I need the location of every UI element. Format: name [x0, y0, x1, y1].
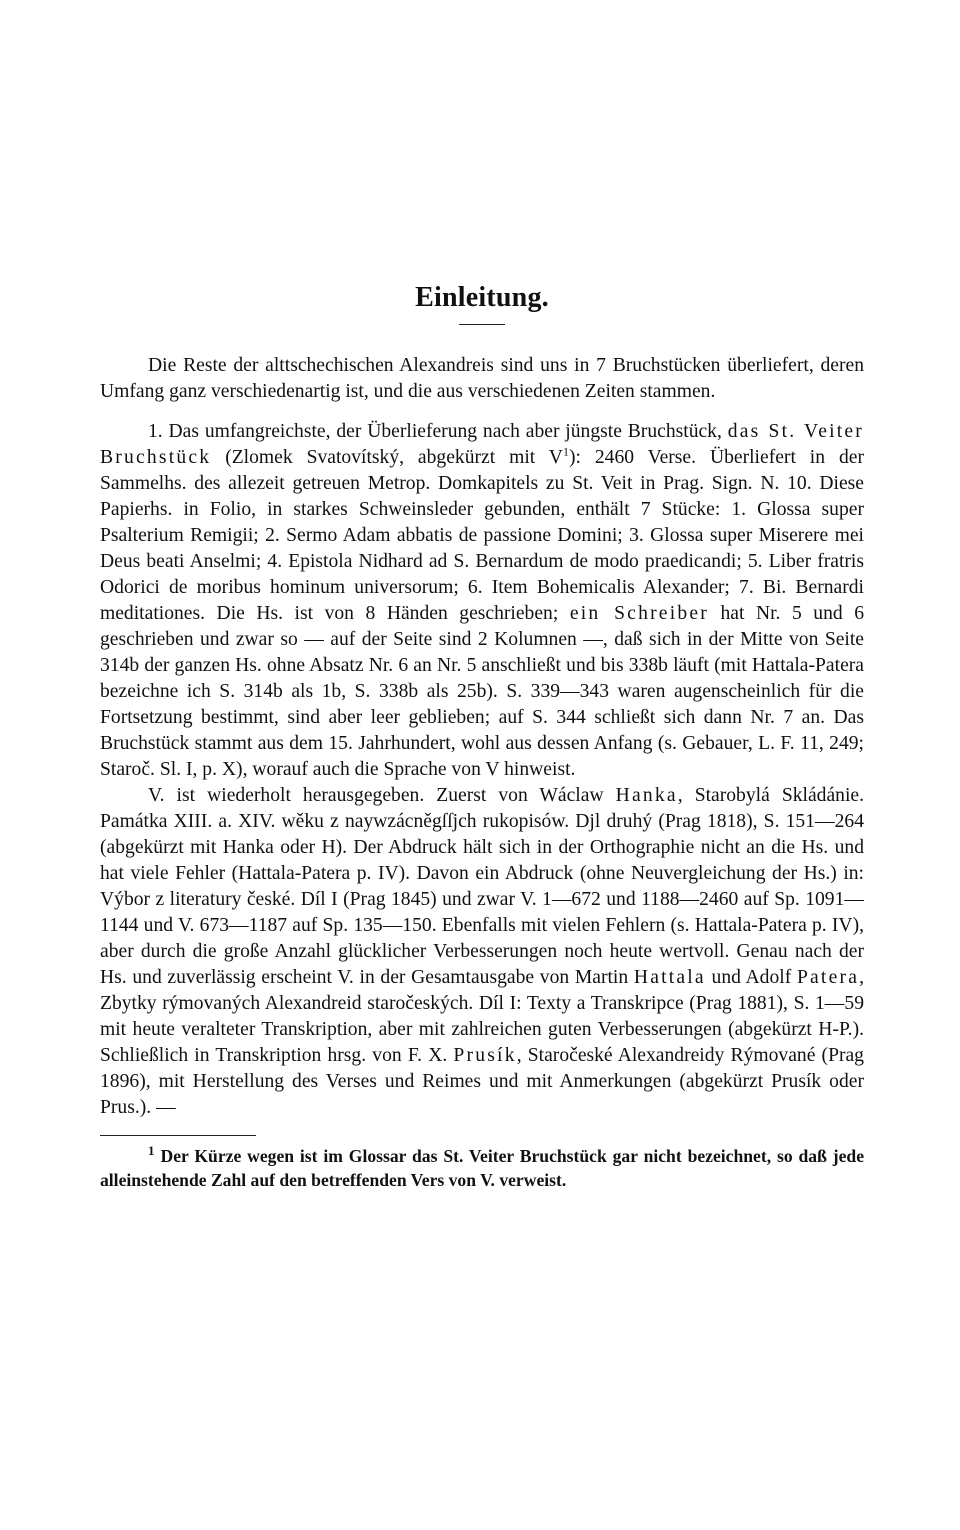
footnote-divider [100, 1135, 256, 1136]
section-1-body: ): 2460 Verse. Überliefert in der Sammelhs. des allezeit getreuen Metrop. Domkapitels zu St. Veit in Prag. Sign. N. 10. Diese Papierhs. in Folio, in starkes Schweinsleder gebunden, enthält 7 Stücke: 1. Glossa super Psalterium Remigii; 2. Sermo Adam abbatis de passione Domini; 3. Glossa super Miserere mei Deus beati Anselmi; 4. Epistola Nidhard ad S. Bernardum de modo praedicandi; 5. Liber fratris Odorici de moribus hominum universorum; 6. Item Bohemicalis Alexander; 7. Bi. Bernardi meditationes. Die Hs. ist von 8 Händen geschrieben; [100, 447, 864, 624]
page [100, 280, 864, 1192]
section-1-abbrev: (Zlomek Svatovítský, abgekürzt mit V [225, 447, 563, 468]
section-1-spaced-scribe: ein Schreiber [569, 603, 709, 624]
footnote-mark: 1 [148, 1143, 155, 1159]
section-1-spaced-title: das St. Veiter Bruchstück [100, 421, 864, 468]
section-1-body-continued: hat Nr. 5 und 6 geschrieben und zwar so — auf der Seite sind 2 Kolumnen —, daß sich in der Mitte von Seite 314b der ganzen Hs. ohne Absatz Nr. 6 an Nr. 5 anschließt und bis 338b läuft (mit Hattala-Patera bezeichne ich S. 314b als 1b, S. 338b als 25b). S. 339—343 waren augenscheinlich für die Fortsetzung bestimmt, sind aber leer geblieben; auf S. 344 schließt sich dann Nr. 7 an. Das Bruchstück stammt aus dem 15. Jahrhundert, wohl aus dessen Anfang (s. Gebauer, L. F. 11, 249; Staroč. Sl. I, p. X), worauf auch die Sprache von V hinweist. [100, 603, 865, 780]
section-2-part-2: , Zbytky rýmovaných Alexandreid staročeských. Díl I: Texty a Transkripce (Prag 1881), S. 1—59 mit heute veralteter Transkription, aber mit zahlreichen guten Verbesserungen (abgekürzt H-P.). Schließlich in Transkription hrsg. von F. X. [100, 967, 864, 1066]
section-2-and: und Adolf [711, 967, 792, 988]
footnote-reference: 1 [562, 444, 569, 459]
section-2-lead: V. ist wiederholt herausgegeben. Zuerst von Wáclaw [148, 785, 604, 806]
section-2-paragraph [100, 783, 864, 1121]
footnote-text: Der Kürze wegen ist im Glossar das St. Veiter Bruchstück gar nicht bezeichnet, so daß jede alleinstehende Zahl auf den betreffenden Vers von V. verweist. [100, 1146, 864, 1190]
intro-paragraph: Die Reste der alttschechischen Alexandreis sind uns in 7 Bruchstücken überliefert, deren Umfang ganz verschiedenartig ist, und die aus verschiedenen Zeiten stammen. [100, 355, 864, 402]
section-2-part-3: , Staročeské Alexandreidy Rýmované (Prag 1896), mit Herstellung des Verses und Reimes und mit Anmerkungen (abgekürzt Prusík oder Prus.). — [100, 1045, 864, 1118]
section-2-part-1: , Starobylá Skládánie. Památka XIII. a. XIV. wěku z naywzácněgſſjch rukopisów. Djl druhý (Prag 1818), S. 151—264 (abgekürzt mit Hanka oder H). Der Abdruck hält sich in der Orthographie nicht an die Hs. und hat viele Fehler (Hattala-Patera p. IV). Davon ein Abdruck (ohne Neuvergleichung der Hs.) in: Výbor z literatury české. Díl I (Prag 1845) und zwar V. 1—672 und 1188—2460 auf Sp. 1091—1144 und V. 673—1187 auf Sp. 135—150. Ebenfalls mit vielen Fehlern (s. Hattala-Patera p. IV), aber durch die große Anzahl glücklicher Verbesserungen noch heute wertvoll. Genau nach der Hs. und zuverlässig erscheint V. in der Gesamtausgabe von Martin [100, 785, 864, 988]
name-prusik: Prusík [453, 1045, 517, 1066]
section-1-lead: 1. Das umfangreichste, der Überlieferung nach aber jüngste Bruchstück, [148, 421, 722, 442]
section-1-paragraph [100, 419, 864, 783]
name-patera: Patera [796, 967, 860, 988]
footnote [100, 1144, 864, 1192]
name-hattala: Hattala [633, 967, 706, 988]
page-title: Einleitung. [415, 282, 549, 313]
name-hanka: Hanka [615, 785, 678, 806]
title-divider [459, 324, 505, 325]
